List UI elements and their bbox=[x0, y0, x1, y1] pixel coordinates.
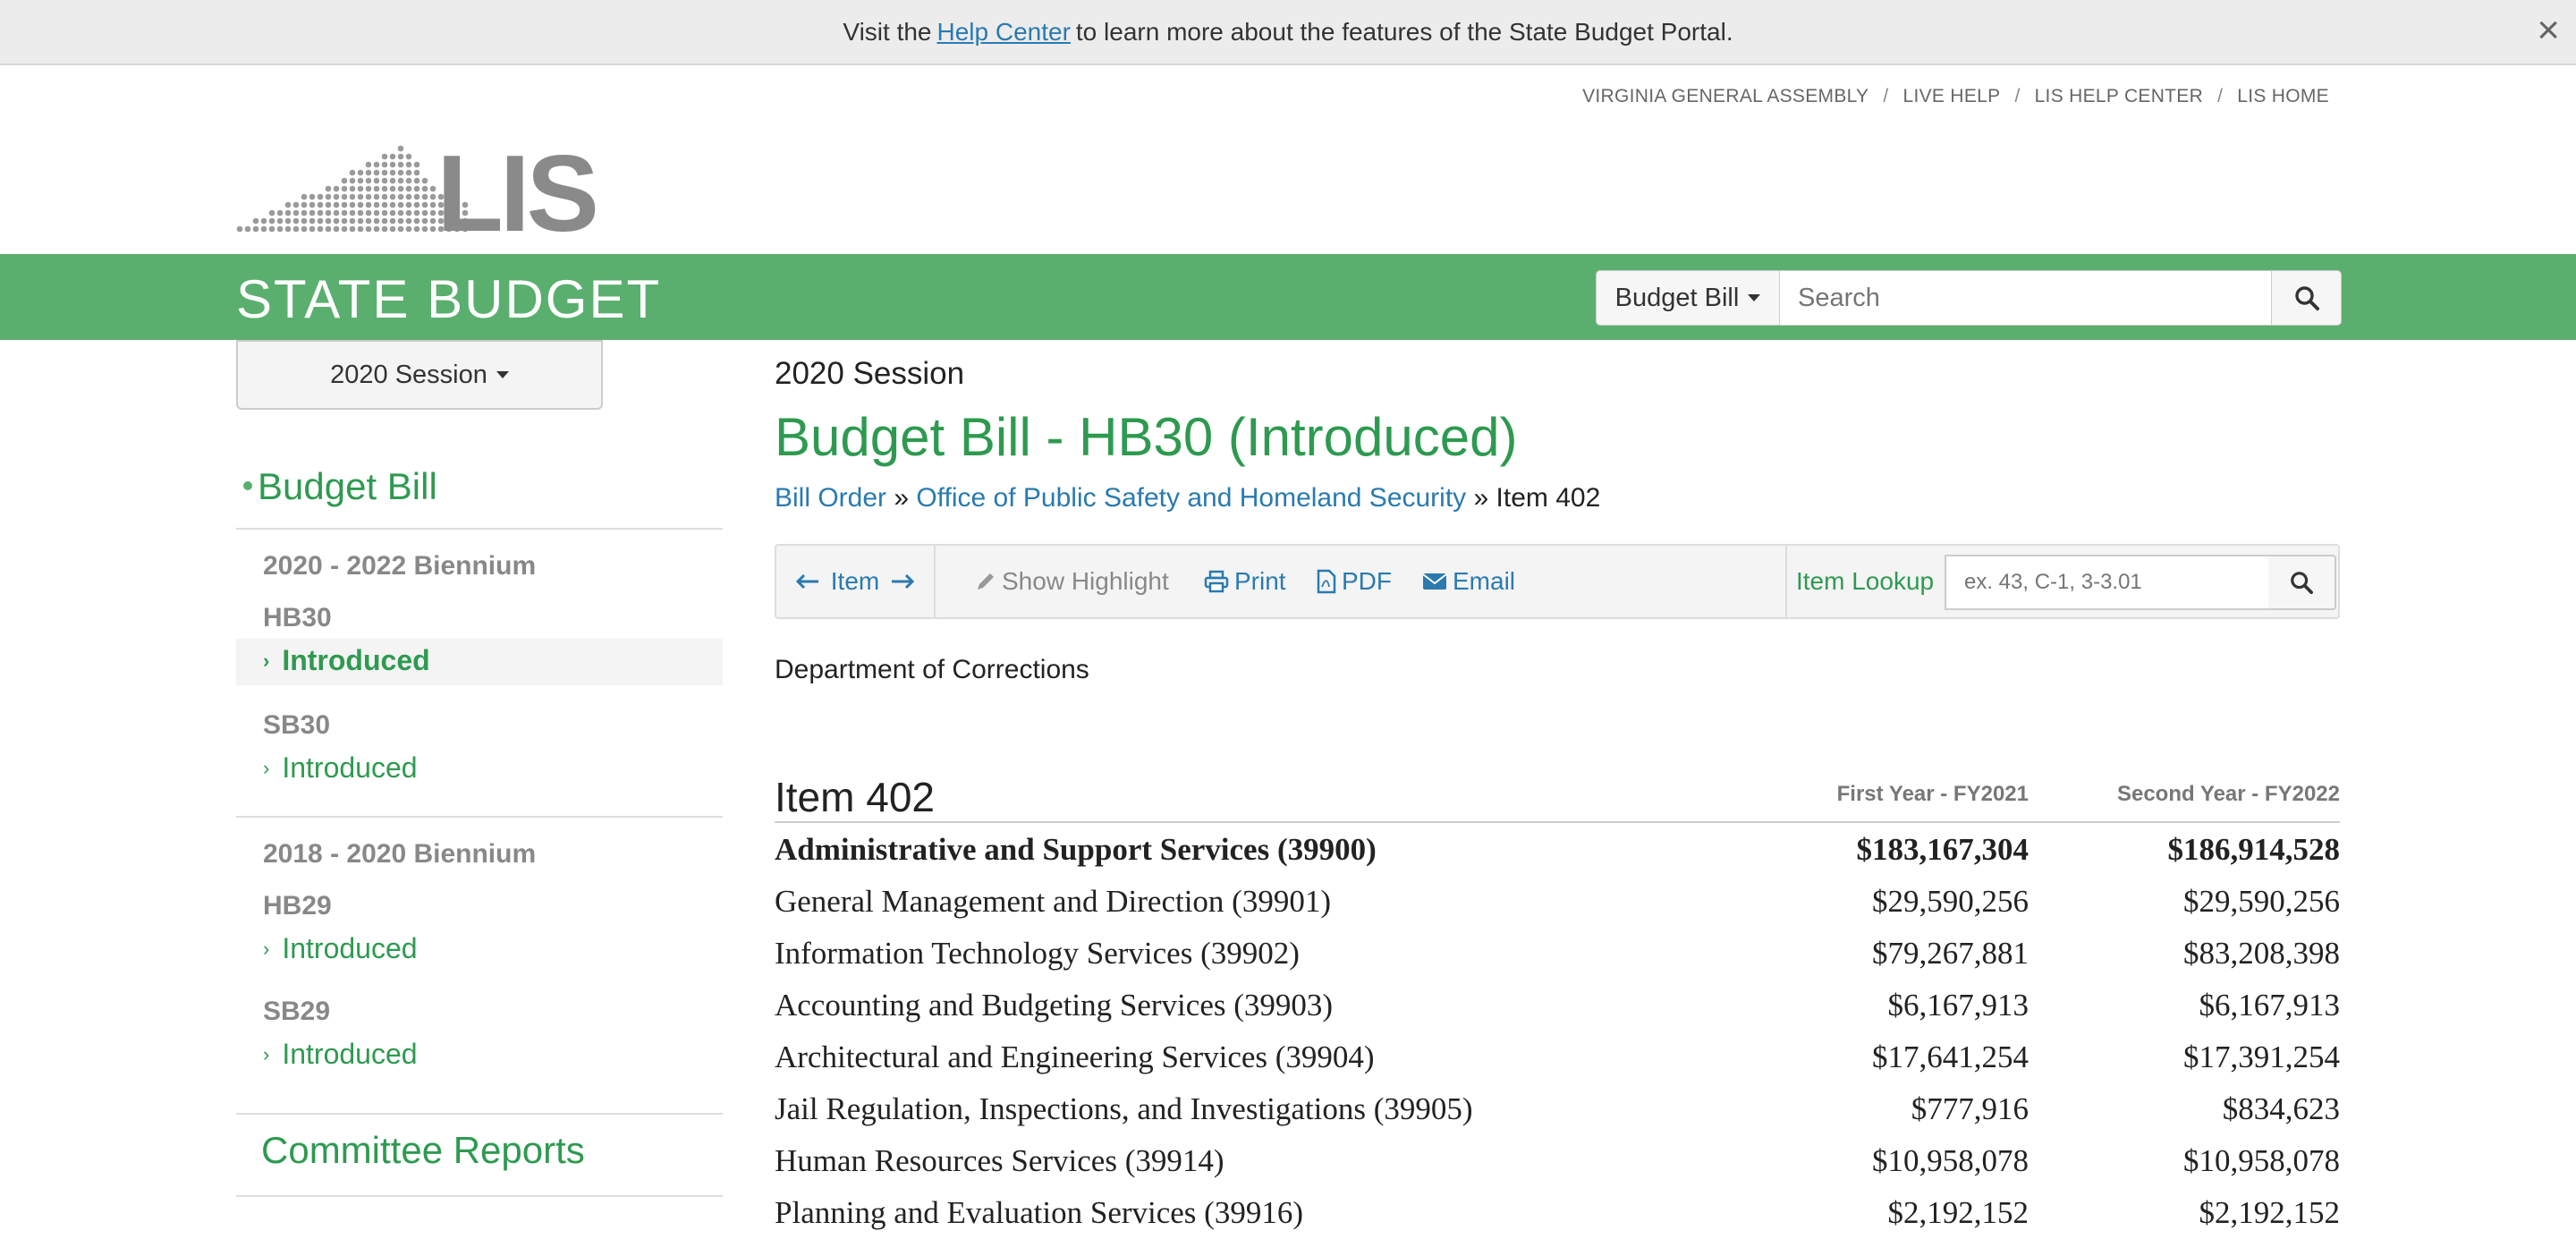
chevron-right-icon: › bbox=[263, 757, 270, 779]
table-row bbox=[775, 1040, 2340, 1091]
row-fy2022: $834,623 bbox=[2222, 1091, 2340, 1126]
chevron-right-icon: › bbox=[263, 938, 270, 960]
sidebar-biennium-2020-2022: 2020 - 2022 Biennium bbox=[263, 551, 537, 581]
search-icon bbox=[2294, 285, 2319, 310]
sidebar-item-hb29-introduced[interactable] bbox=[263, 932, 418, 965]
row-fy2022: $2,192,152 bbox=[2199, 1195, 2340, 1230]
bullet-icon bbox=[243, 481, 252, 490]
sidebar-budget-bill-label: Budget Bill bbox=[258, 465, 437, 507]
sidebar-budget-bill[interactable] bbox=[243, 465, 437, 508]
row-program: Architectural and Engineering Services (39904) bbox=[775, 1040, 1375, 1074]
notice-suffix: to learn more about the features of the State Budget Portal. bbox=[1075, 17, 1733, 46]
arrow-left-icon[interactable] bbox=[795, 573, 820, 590]
site-search bbox=[1596, 270, 2342, 326]
row-program: General Management and Direction (39901) bbox=[775, 884, 1331, 919]
page-title: Budget Bill - HB30 (Introduced) bbox=[775, 407, 1518, 467]
table-row bbox=[775, 832, 2340, 884]
email-button[interactable] bbox=[1422, 546, 1515, 617]
print-button[interactable] bbox=[1204, 546, 1286, 617]
table-row bbox=[775, 1143, 2340, 1195]
caret-down-icon bbox=[1748, 294, 1760, 301]
sidebar-item-label: Introduced bbox=[282, 751, 418, 784]
row-fy2021: $10,958,078 bbox=[1872, 1143, 2029, 1178]
divider bbox=[236, 528, 723, 530]
item-nav-label: Item bbox=[830, 567, 880, 595]
search-scope-label: Budget Bill bbox=[1614, 283, 1740, 312]
divider bbox=[236, 816, 723, 818]
sidebar-item-sb29-introduced[interactable] bbox=[263, 1038, 418, 1071]
show-highlight-label: Show Highlight bbox=[1002, 567, 1169, 595]
pdf-file-icon bbox=[1317, 569, 1336, 594]
chevron-right-icon: › bbox=[263, 649, 270, 672]
sidebar-bill-hb29: HB29 bbox=[263, 891, 332, 921]
row-fy2021: $2,192,152 bbox=[1887, 1195, 2029, 1230]
row-program: Human Resources Services (39914) bbox=[775, 1143, 1224, 1178]
notice-bar bbox=[0, 0, 2576, 65]
session-dropdown-label: 2020 Session bbox=[330, 360, 487, 389]
top-link-live-help[interactable]: LIVE HELP bbox=[1902, 86, 2001, 106]
close-icon[interactable]: × bbox=[2537, 8, 2560, 52]
search-scope-dropdown[interactable] bbox=[1596, 270, 1780, 326]
top-link-separator: / bbox=[2014, 86, 2021, 106]
site-banner bbox=[0, 254, 2576, 340]
row-program: Administrative and Support Services (39900) bbox=[775, 832, 1377, 867]
sidebar-bill-sb30: SB30 bbox=[263, 710, 331, 740]
department-name: Department of Corrections bbox=[775, 655, 1089, 684]
breadcrumb-bill-order[interactable]: Bill Order bbox=[775, 483, 887, 513]
breadcrumb-current: Item 402 bbox=[1496, 483, 1601, 513]
notice-prefix: Visit the bbox=[843, 17, 932, 46]
sidebar-item-sb30-introduced[interactable] bbox=[263, 751, 418, 785]
session-label: 2020 Session bbox=[775, 356, 965, 391]
banner-title: STATE BUDGET bbox=[236, 269, 662, 329]
pencil-icon bbox=[975, 571, 996, 592]
top-link-help-center[interactable]: LIS HELP CENTER bbox=[2034, 86, 2204, 106]
item-lookup-input[interactable] bbox=[1945, 555, 2270, 610]
row-fy2022: $29,590,256 bbox=[2183, 884, 2340, 919]
show-highlight-button[interactable] bbox=[975, 546, 1169, 617]
row-fy2022: $6,167,913 bbox=[2199, 988, 2340, 1023]
top-link-separator: / bbox=[1883, 86, 1889, 106]
print-label: Print bbox=[1234, 567, 1286, 595]
item-toolbar bbox=[775, 544, 2340, 619]
row-fy2022: $17,391,254 bbox=[2183, 1040, 2340, 1074]
item-nav bbox=[776, 546, 936, 617]
pdf-button[interactable] bbox=[1317, 546, 1392, 617]
envelope-icon bbox=[1422, 572, 1447, 591]
column-header-first-year: First Year - FY2021 bbox=[1836, 782, 2029, 806]
column-header-second-year: Second Year - FY2022 bbox=[2116, 782, 2340, 806]
virginia-map-icon bbox=[236, 134, 597, 240]
sidebar-committee-reports[interactable]: Committee Reports bbox=[261, 1129, 585, 1171]
lis-logo[interactable] bbox=[236, 134, 597, 240]
sidebar-item-hb30-introduced[interactable] bbox=[263, 644, 430, 677]
table-row bbox=[775, 988, 2340, 1040]
top-link-separator: / bbox=[2217, 86, 2224, 106]
caret-down-icon bbox=[496, 371, 509, 378]
row-program: Planning and Evaluation Services (39916) bbox=[775, 1195, 1303, 1230]
search-icon bbox=[2290, 571, 2313, 594]
pdf-label: PDF bbox=[1342, 567, 1392, 595]
item-heading: Item 402 bbox=[775, 774, 935, 820]
row-fy2022: $83,208,398 bbox=[2183, 936, 2340, 971]
row-fy2021: $17,641,254 bbox=[1872, 1040, 2029, 1074]
divider bbox=[1785, 546, 1787, 617]
row-program: Accounting and Budgeting Services (39903) bbox=[775, 988, 1334, 1023]
svg-text:LIS: LIS bbox=[436, 134, 596, 240]
breadcrumb-office[interactable]: Office of Public Safety and Homeland Security bbox=[916, 483, 1467, 513]
search-button[interactable] bbox=[2272, 270, 2342, 326]
table-row bbox=[775, 936, 2340, 988]
breadcrumb bbox=[775, 483, 1600, 513]
row-fy2021: $777,916 bbox=[1911, 1091, 2029, 1126]
session-dropdown[interactable] bbox=[236, 340, 603, 410]
table-row bbox=[775, 1195, 2340, 1247]
row-fy2022: $10,958,078 bbox=[2183, 1143, 2340, 1178]
search-input[interactable] bbox=[1780, 270, 2272, 326]
sidebar-item-label: Introduced bbox=[282, 644, 430, 676]
row-program: Information Technology Services (39902) bbox=[775, 936, 1300, 971]
top-links bbox=[1582, 86, 2329, 107]
sidebar-bill-sb29: SB29 bbox=[263, 997, 331, 1026]
row-program: Jail Regulation, Inspections, and Investigations (39905) bbox=[775, 1091, 1473, 1126]
table-row bbox=[775, 884, 2340, 936]
row-fy2022: $186,914,528 bbox=[2167, 832, 2340, 867]
top-link-general-assembly[interactable]: VIRGINIA GENERAL ASSEMBLY bbox=[1582, 86, 1869, 106]
top-link-lis-home[interactable]: LIS HOME bbox=[2237, 86, 2329, 106]
table-header-rule bbox=[775, 821, 2340, 823]
sidebar-biennium-2018-2020: 2018 - 2020 Biennium bbox=[263, 839, 537, 869]
arrow-right-icon[interactable] bbox=[890, 573, 915, 590]
email-label: Email bbox=[1453, 567, 1516, 595]
sidebar-item-label: Introduced bbox=[282, 1038, 418, 1070]
sidebar-bill-hb30: HB30 bbox=[263, 603, 332, 632]
printer-icon bbox=[1204, 570, 1229, 593]
row-fy2021: $6,167,913 bbox=[1887, 988, 2029, 1023]
table-row bbox=[775, 1091, 2340, 1143]
breadcrumb-separator: » bbox=[1473, 483, 1489, 513]
breadcrumb-separator: » bbox=[894, 483, 910, 513]
help-center-link[interactable]: Help Center bbox=[936, 17, 1071, 46]
divider bbox=[236, 1195, 723, 1197]
item-lookup-label: Item Lookup bbox=[1796, 567, 1935, 595]
item-lookup-button[interactable] bbox=[2268, 555, 2336, 610]
row-fy2021: $183,167,304 bbox=[1856, 832, 2029, 867]
sidebar-item-label: Introduced bbox=[282, 932, 418, 964]
row-fy2021: $79,267,881 bbox=[1872, 936, 2029, 971]
row-fy2021: $29,590,256 bbox=[1872, 884, 2029, 919]
divider bbox=[236, 1113, 723, 1115]
chevron-right-icon: › bbox=[263, 1043, 270, 1065]
